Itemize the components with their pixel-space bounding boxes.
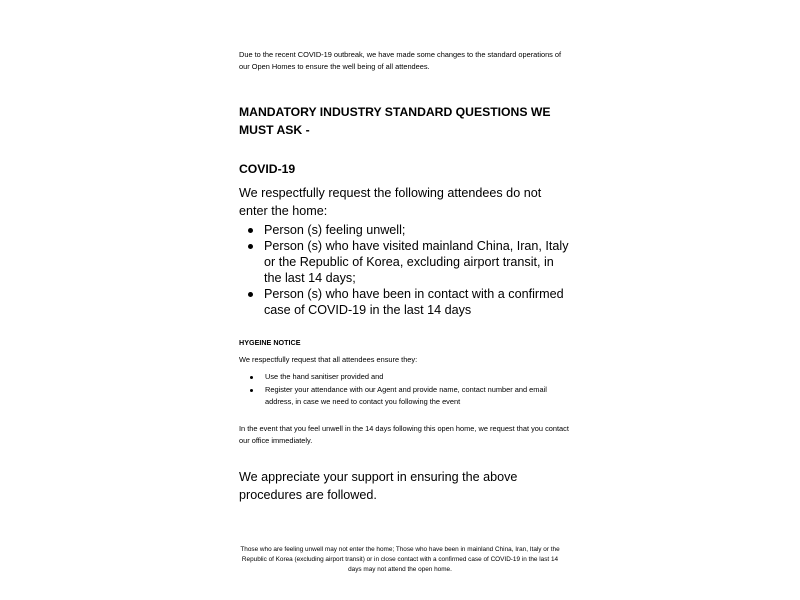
hygiene-intro: We respectfully request that all attendees ensure they: bbox=[239, 355, 418, 364]
intro-paragraph: Due to the recent COVID-19 outbreak, we have made some changes to the standard operations of our Open Homes to ensure the well being of all attendees. bbox=[239, 50, 562, 71]
list-item: Person (s) feeling unwell; bbox=[264, 222, 571, 238]
covid-heading: COVID-19 bbox=[239, 162, 296, 176]
appreciation-paragraph: We appreciate your support in ensuring the above procedures are followed. bbox=[239, 469, 518, 502]
hygiene-list bbox=[239, 371, 571, 409]
request-paragraph: We respectfully request the following attendees do not enter the home: bbox=[239, 186, 542, 218]
list-item: Person (s) who have been in contact with a confirmed case of COVID-19 in the last 14 days bbox=[264, 286, 571, 318]
list-item: Person (s) who have visited mainland China, Iran, Italy or the Republic of Korea, excluding airport transit, in the last 14 days; bbox=[264, 238, 571, 286]
footer-note: Those who are feeling unwell may not enter the home; Those who have been in mainland China, Iran, Italy or the Republic of Korea (excluding airport transit) or in close contact with a confirmed case of COVID-19 in the last 14 days may not attend the open home. bbox=[240, 546, 560, 573]
mandatory-questions-heading: MANDATORY INDUSTRY STANDARD QUESTIONS WE MUST ASK - bbox=[239, 105, 551, 137]
hygiene-notice-heading: HYGEINE NOTICE bbox=[239, 338, 301, 347]
restricted-attendees-list bbox=[239, 222, 571, 318]
list-item: Register your attendance with our Agent and provide name, contact number and email address, in case we need to contact you following the event bbox=[265, 384, 571, 409]
list-item: Use the hand sanitiser provided and bbox=[265, 371, 571, 384]
document-body bbox=[239, 49, 571, 504]
event-notice-paragraph: In the event that you feel unwell in the 14 days following this open home, we request that you contact our office immediately. bbox=[239, 423, 569, 445]
